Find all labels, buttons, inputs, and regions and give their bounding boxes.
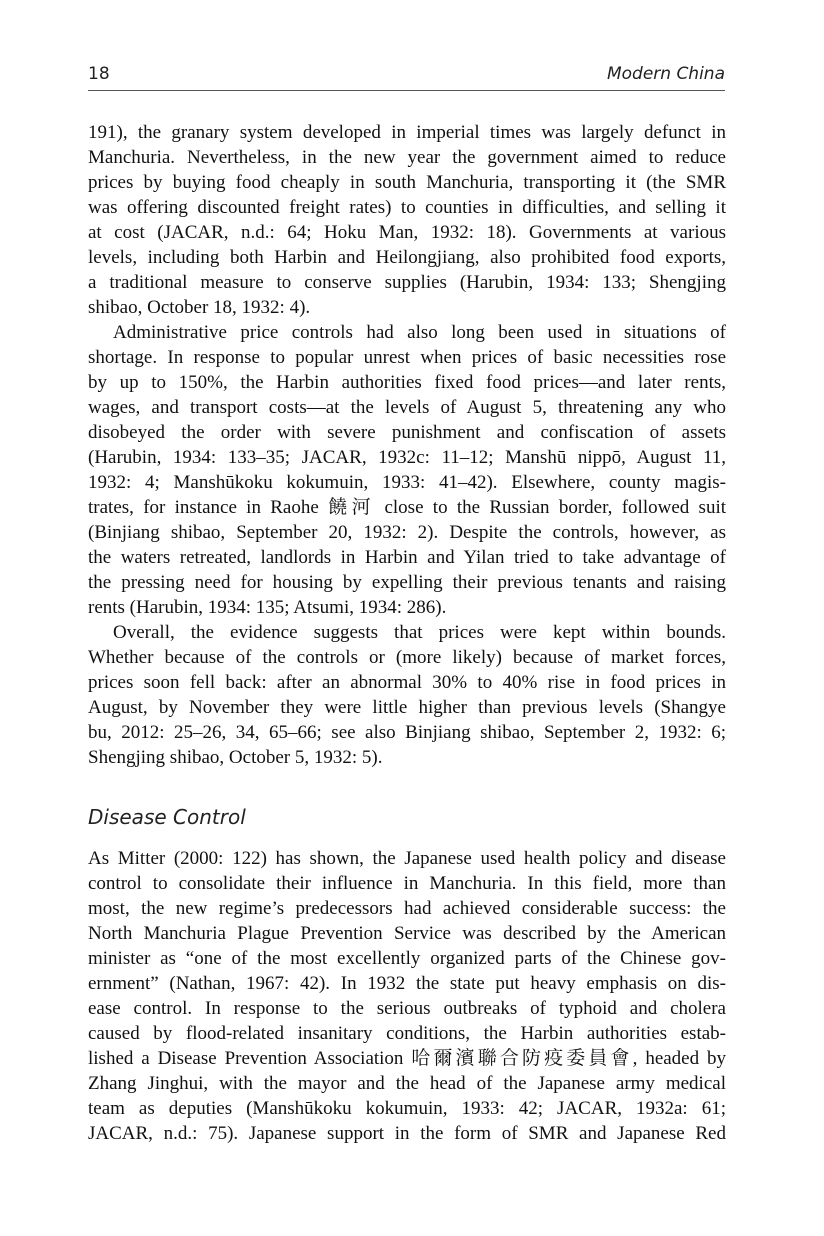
text-line: at cost (JACAR, n.d.: 64; Hoku Man, 1932: 18). Governments at various bbox=[88, 222, 726, 243]
text-line: minister as “one of the most excellently organized parts of the Chinese gov- bbox=[88, 948, 726, 969]
text-line: (Harubin, 1934: 133–35; JACAR, 1932c: 11–12; Manshū nippō, August 11, bbox=[88, 447, 726, 468]
text-line: As Mitter (2000: 122) has shown, the Japanese used health policy and disease bbox=[88, 848, 726, 869]
text-line: August, by November they were little higher than previous levels (Shangye bbox=[88, 697, 726, 718]
text-line: was offering discounted freight rates) to counties in difficulties, and selling it bbox=[88, 197, 726, 218]
text-line: by up to 150%, the Harbin authorities fixed food prices—and later rents, bbox=[88, 372, 726, 393]
text-line: 191), the granary system developed in imperial times was largely defunct in bbox=[88, 122, 726, 143]
running-head bbox=[88, 62, 725, 91]
text-line: levels, including both Harbin and Heilongjiang, also prohibited food exports, bbox=[88, 247, 726, 268]
text-line: bu, 2012: 25–26, 34, 65–66; see also Binjiang shibao, September 2, 1932: 6; bbox=[88, 722, 726, 743]
text-line: ernment” (Nathan, 1967: 42). In 1932 the state put heavy emphasis on dis- bbox=[88, 973, 726, 994]
text-line: 1932: 4; Manshūkoku kokumuin, 1933: 41–42). Elsewhere, county magis- bbox=[88, 472, 726, 493]
text-line: Administrative price controls had also long been used in situations of bbox=[113, 322, 726, 343]
text-line: shibao, October 18, 1932: 4). bbox=[88, 297, 311, 318]
text-line: team as deputies (Manshūkoku kokumuin, 1933: 42; JACAR, 1932a: 61; bbox=[88, 1098, 726, 1119]
text-line: (Binjiang shibao, September 20, 1932: 2). Despite the controls, however, as bbox=[88, 522, 726, 543]
text-line: Whether because of the controls or (more likely) because of market forces, bbox=[88, 647, 726, 668]
text-line: the pressing need for housing by expelling their previous tenants and raising bbox=[88, 572, 726, 593]
page-number: 18 bbox=[88, 64, 110, 84]
text-line: caused by flood-related insanitary conditions, the Harbin authorities estab- bbox=[88, 1023, 726, 1044]
section-heading: Disease Control bbox=[88, 805, 246, 829]
text-line: prices by buying food cheaply in south Manchuria, transporting it (the SMR bbox=[88, 172, 726, 193]
text-line: disobeyed the order with severe punishment and confiscation of assets bbox=[88, 422, 726, 443]
text-line: Overall, the evidence suggests that prices were kept within bounds. bbox=[113, 622, 726, 643]
text-line: North Manchuria Plague Prevention Service was described by the American bbox=[88, 923, 726, 944]
text-line: Shengjing shibao, October 5, 1932: 5). bbox=[88, 747, 383, 768]
text-line: shortage. In response to popular unrest when prices of basic necessities rose bbox=[88, 347, 726, 368]
text-line: JACAR, n.d.: 75). Japanese support in the form of SMR and Japanese Red bbox=[88, 1123, 726, 1144]
text-line: control to consolidate their influence in Manchuria. In this field, more than bbox=[88, 873, 726, 894]
text-line: Zhang Jinghui, with the mayor and the head of the Japanese army medical bbox=[88, 1073, 726, 1094]
text-line: ease control. In response to the serious outbreaks of typhoid and cholera bbox=[88, 998, 726, 1019]
text-line: a traditional measure to conserve supplies (Harubin, 1934: 133; Shengjing bbox=[88, 272, 726, 293]
text-line: lished a Disease Prevention Association 哈爾濱聯合防疫委員會, headed by bbox=[88, 1048, 726, 1069]
text-line: Manchuria. Nevertheless, in the new year the government aimed to reduce bbox=[88, 147, 726, 168]
text-line: wages, and transport costs—at the levels of August 5, threatening any who bbox=[88, 397, 726, 418]
journal-name: Modern China bbox=[606, 64, 725, 84]
section-body bbox=[88, 846, 726, 1146]
text-line: the waters retreated, landlords in Harbin and Yilan tried to take advantage of bbox=[88, 547, 726, 568]
paragraph-3 bbox=[88, 620, 726, 770]
paragraph-1 bbox=[88, 120, 726, 320]
text-line: rents (Harubin, 1934: 135; Atsumi, 1934: 286). bbox=[88, 597, 447, 618]
text-line: prices soon fell back: after an abnormal 30% to 40% rise in food prices in bbox=[88, 672, 726, 693]
text-line: trates, for instance in Raohe 饒河 close to the Russian border, followed suit bbox=[88, 497, 726, 518]
body-text bbox=[88, 120, 726, 770]
paragraph-2 bbox=[88, 320, 726, 620]
text-line: most, the new regime’s predecessors had achieved considerable success: the bbox=[88, 898, 726, 919]
